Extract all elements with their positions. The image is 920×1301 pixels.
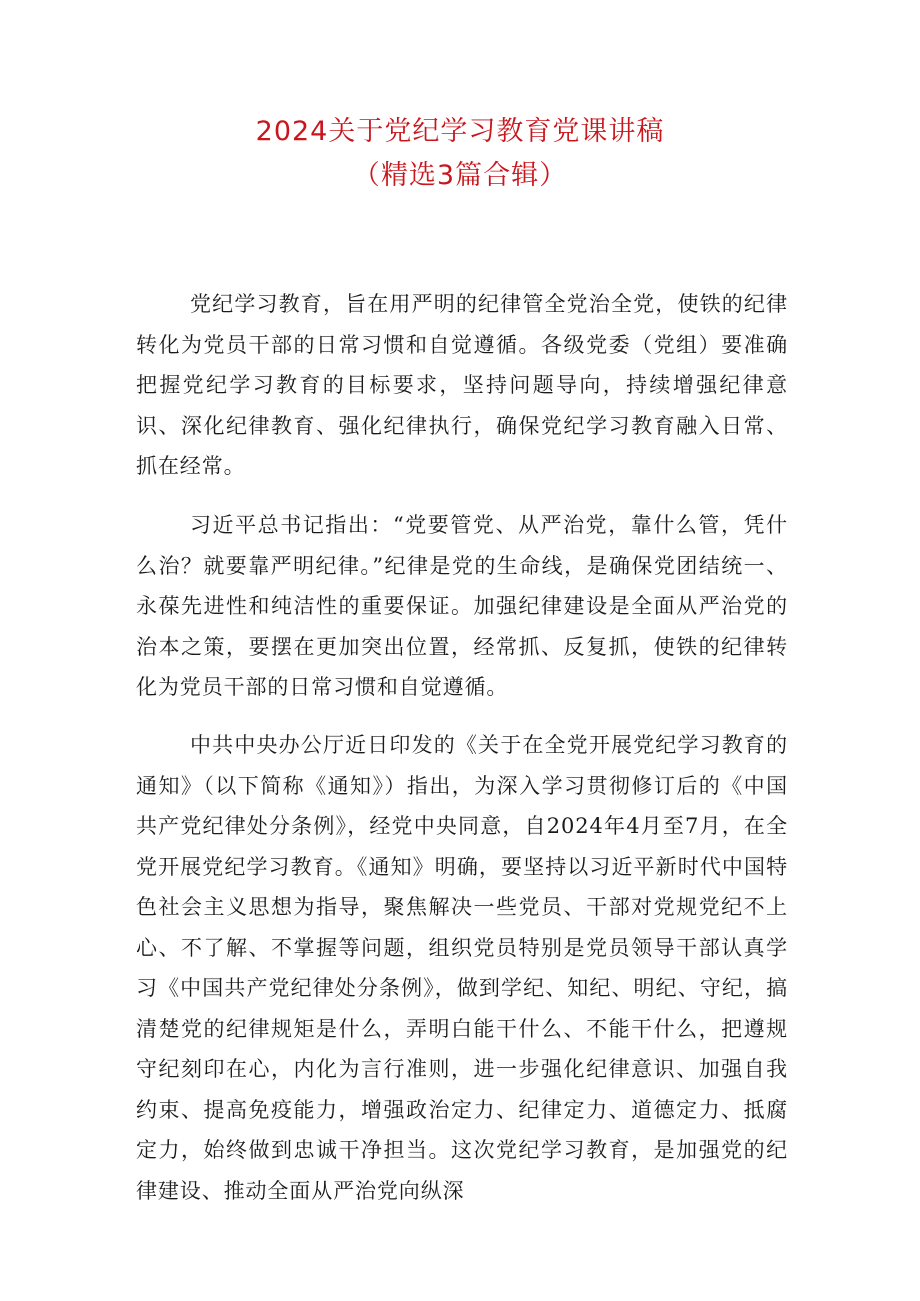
document-title: 2024关于党纪学习教育党课讲稿 xyxy=(255,116,665,147)
paragraph-3: 中共中央办公厅近日印发的《关于在全党开展党纪学习教育的通知》（以下简称《通知》）指出，为深入学习贯彻修订后的《中国共产党纪律处分条例》，经党中央同意，自2024年4月至7月，在全党开展党纪学习教育。《通知》明确，要坚持以习近平新时代中国特色社会主义思想为指导，聚焦解决一些党员、干部对党规党纪不上心、不了解、不掌握等问题，组织党员特别是党员领导干部认真学习《中国共产党纪律处分条例》，做到学纪、知纪、明纪、守纪，搞清楚党的纪律规矩是什么，弄明白能干什么、不能干什么，把遵规守纪刻印在心，内化为言行准则，进一步强化纪律意识、加强自我约束、提高免疫能力，增强政治定力、纪律定力、道德定力、抵腐定力，始终做到忠诚干净担当。这次党纪学习教育，是加强党的纪律建设、推动全面从严治党向纵深 xyxy=(136,733,788,1203)
paragraph-1: 党纪学习教育，旨在用严明的纪律管全党治全党，使铁的纪律转化为党员干部的日常习惯和自觉遵循。各级党委（党组）要准确把握党纪学习教育的目标要求，坚持问题导向，持续增强纪律意识、深化纪律教育、强化纪律执行，确保党纪学习教育融入日常、抓在经常。 xyxy=(136,292,788,478)
paragraph-2: 习近平总书记指出：“党要管党、从严治党，靠什么管，凭什么治？就要靠严明纪律。”纪律是党的生命线，是确保党团结统一、永葆先进性和纯洁性的重要保证。加强纪律建设是全面从严治党的治本之策，要摆在更加突出位置，经常抓、反复抓，使铁的纪律转化为党员干部的日常习惯和自觉遵循。 xyxy=(136,513,788,699)
document-subtitle: （精选3篇合辑） xyxy=(352,160,568,191)
